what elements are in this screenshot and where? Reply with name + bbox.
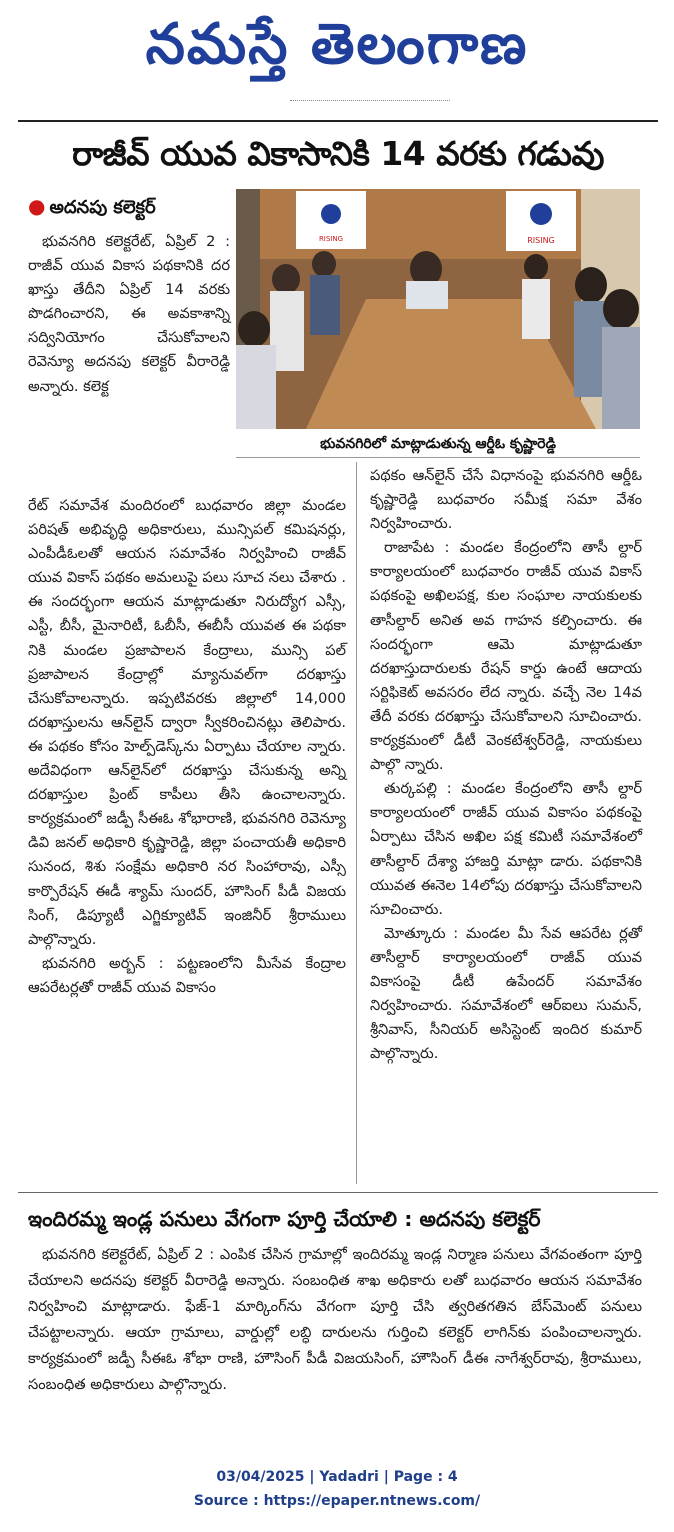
article-photo <box>236 189 640 429</box>
column-divider <box>356 462 357 1184</box>
newspaper-logo: నమస్తే తెలంగాణ <box>145 12 529 77</box>
article-headline: రాజీవ్ యువ వికాసానికి 14 వరకు గడువు <box>72 134 604 173</box>
paragraph: మోత్కూరు : మండల మీ సేవ ఆపరేట ర్లతో తాసీల్దార్ కార్యాలయంలో రాజీవ్ యువ వికాసంపై డీటీ ఉపేందర్ సమావేశం నిర్వహించారు. సమావేశంలో ఆర్ఐలు సుమన్, శ్రీనివాస్, సీనియర్ అసిస్టెంట్ ఇందిర కుమార్ పాల్గొన్నారు. <box>370 924 642 1063</box>
paragraph: భువనగిరి కలెక్టరేట్, ఏప్రిల్ 2 : ఎంపిక చేసిన గ్రామాల్లో ఇందిరమ్మ ఇండ్ల నిర్మాణ పనులు వేగవంతంగా పూర్తి చేయాలని అదనపు కలెక్టర్ వీరారెడ్డి అన్నారు. సంబంధిత శాఖ అధికారు లతో బుధవారం ఆయన సమావేశం నిర్వహించి మాట్లాడారు. ఫేజ్-1 మార్కింగ్‌ను వేగంగా పూర్తి చేసి త్వరితగతిన బేస్‌మెంట్ పనులు చేపట్టాలన్నారు. ఆయా గ్రామాలు, వార్డుల్లో లబ్ధి దారులను గుర్తించి కలెక్టర్ లాగిన్‌కు పంపించాలన్నారు. కార్యక్రమంలో జడ్పీ సీఈఓ శోభా రాణి, హౌసింగ్ పీడీ విజయసింగ్, హౌసింగ్ డీఈ నాగేశ్వర్‌రావు, శ్రీరాములు, సంబంధిత అధికారులు పాల్గొన్నారు. <box>28 1246 642 1393</box>
paragraph: రాజాపేట : మండల కేంద్రంలోని తాసీ ల్దార్ కార్యాలయంలో బుధవారం రాజీవ్ యువ వికాస్ పథకంపై అఖిలపక్ష, కుల సంఘాల నాయకులకు తాసీల్దార్ అనిత అవ గాహన కల్పించారు. ఈ సందర్భంగా ఆమె మాట్లాడుతూ దరఖాస్తుదారులకు రేషన్ కార్డు ఉంటే ఆదాయ సర్టిఫికెట్ అవసరం లేద న్నారు. వచ్చే నెల 14వ తేదీ వరకు దరఖాస్తు చేసుకోవాలని సూచించారు. కార్యక్రమంలో డీటీ వెంకటేశ్వర్‌రెడ్డి, నాయకులు పాల్గొ న్నారు. <box>370 539 642 774</box>
paragraph: భువనగిరి అర్బన్ : పట్టణంలోని మీసేవ కేంద్రాల ఆపరేటర్లతో రాజీవ్ యువ వికాసం <box>28 954 346 996</box>
paragraph: తుర్కపల్లి : మండల కేంద్రంలోని తాసీ ల్దార్ కార్యాలయంలో రాజీవ్ యువ వికాసం పథకంపై ఏర్పాటు చేసిన అఖిల పక్ష కమిటీ సమావేశంలో తాసీల్దార్ దేశ్యా హాజర్తి మాట్లా డారు. పథకానికి యువత ఈనెల 14లోపు దరఖాస్తు చేసుకోవాలని సూచించారు. <box>370 780 642 918</box>
footer-date-line: 03/04/2025 | Yadadri | Page : 4 <box>216 1469 458 1485</box>
bullet-icon: ● <box>28 194 46 218</box>
byline-text: అదనపు కలెక్టర్ <box>49 197 156 218</box>
meeting-photo-illustration <box>236 189 640 429</box>
section-divider <box>18 1192 658 1193</box>
second-article-headline: ఇందిరమ్మ ఇండ్ల పనులు వేగంగా పూర్తి చేయాలి : అదనపు కలెక్టర్ <box>28 1207 541 1231</box>
paragraph: పథకం ఆన్‌లైన్ చేసే విధానంపై భువనగిరి ఆర్డీఓ కృష్ణారెడ్డి బుధవారం సమీక్ష సమా వేశం నిర్వహించారు. <box>370 467 642 533</box>
article-column-1-continued <box>28 494 346 1000</box>
paragraph: రేట్ సమావేశ మందిరంలో బుధవారం జిల్లా మండల పరిషత్ అభివృద్ధి అధికారులు, మున్సిపల్ కమిషనర్లు, ఎంపీడీఓలతో ఆయన సమావేశం నిర్వహించి రాజీవ్ యువ వికాస్ పథకం అమలుపై పలు సూచ నలు చేశారు . ఈ సందర్భంగా ఆయన మాట్లాడుతూ నిరుద్యోగ ఎస్సీ, ఎస్టీ, బీసీ, మైనారిటీ, ఓబీసీ, ఈబీసీ యువత ఈ పథకా నికి మండల ప్రజాపాలన కేంద్రాలు, మున్సి పల్ ప్రజాపాలన కేంద్రాల్లో మ్యానువల్‌గా దరఖాస్తు చేసుకోవాలన్నారు. ఇప్పటివరకు జిల్లాలో 14,000 దరఖాస్తులను ఆన్‌లైన్ ద్వారా స్వీకరించినట్లు తెలిపారు. ఈ పథకం కోసం హెల్ప్‌డెస్క్‌ను ఏర్పాటు చేయాల న్నారు. అదేవిధంగా ఆన్‌లైన్‌లో దరఖాస్తు చేసుకున్న అన్ని దరఖాస్తుల ప్రింట్ కాపీలు తీసి ఉంచాలన్నారు. కార్యక్రమంలో జడ్పీ సీఈఓ శోభారాణి, భువనగిరి రెవెన్యూ డివి జనల్ అధికారి కృష్ణారెడ్డి, జిల్లా పంచాయతీ అధికారి సునంద, శిశు సంక్షేమ అధికారి నర సింహారావు, ఎస్సీ కార్పొరేషన్ ఈడీ శ్యామ్ సుందర్, హౌసింగ్ పీడీ విజయ సింగ్, డిప్యూటీ ఎగ్జిక్యూటివ్ ఇంజినీర్ శ్రీరాములు పాల్గొన్నారు. <box>28 497 346 948</box>
banner-text-right: RISING <box>527 236 555 245</box>
article-column-1 <box>28 230 230 399</box>
paragraph: భువనగిరి కలెక్టరేట్, ఏప్రిల్ 2 : రాజీవ్ యువ వికాస పథకానికి దర ఖాస్తు తేదీని ఏప్రిల్ 14 వరకు పొడగించారని, ఈ అవకాశాన్ని సద్వినియోగం చేసుకోవాలని రెవెన్యూ అదనపు కలెక్టర్ వీరారెడ్డి అన్నారు. కలెక్ట <box>28 233 230 395</box>
footer-source-line: Source : https://epaper.ntnews.com/ <box>193 1493 481 1509</box>
second-article-body <box>28 1242 642 1398</box>
masthead-divider <box>290 100 450 103</box>
masthead <box>0 6 674 84</box>
byline <box>28 194 156 222</box>
photo-caption: భువనగిరిలో మాట్లాడుతున్న ఆర్డీఓ కృష్ణారెడ్డి <box>236 430 640 458</box>
article-column-2 <box>370 464 642 1066</box>
masthead-rule <box>18 120 658 122</box>
banner-text-left: RISING <box>318 235 344 243</box>
